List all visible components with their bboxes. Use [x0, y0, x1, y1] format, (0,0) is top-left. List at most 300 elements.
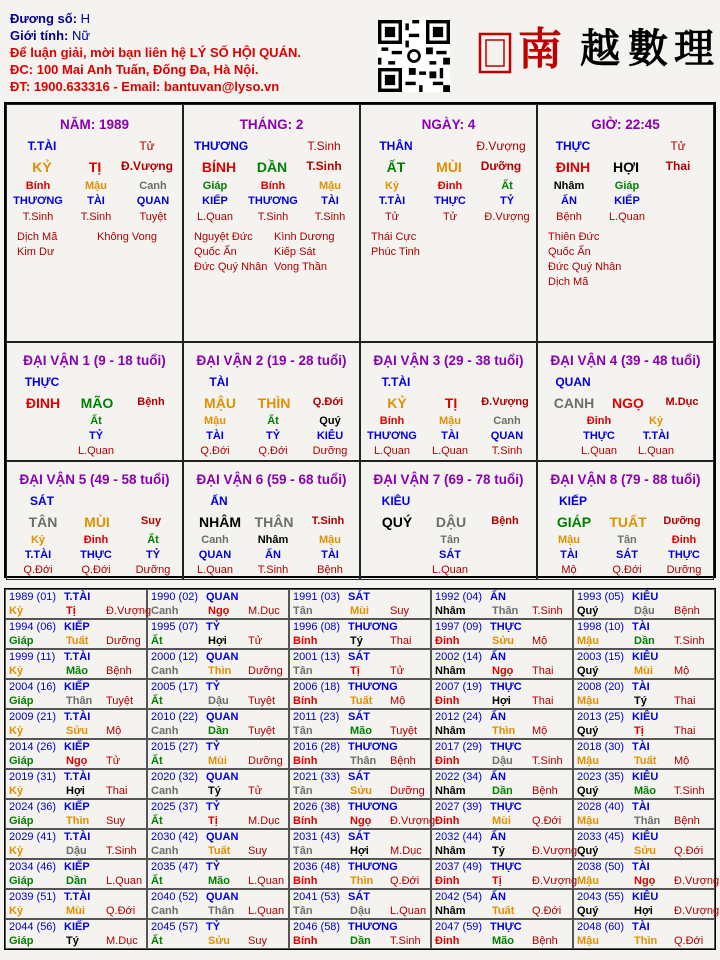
year-cell: [573, 799, 715, 829]
year-branch: Dần: [66, 875, 87, 887]
dai-van-hidden: Bệnh: [317, 564, 343, 576]
dai-van-hidden: TÀI: [206, 430, 224, 442]
year-branch: Hợi: [634, 905, 653, 917]
pillar-branch: DẦN: [256, 159, 288, 175]
year-cell: [147, 619, 289, 649]
dai-van-god: QUAN: [555, 375, 591, 389]
dai-van-hidden: Dưỡng: [666, 564, 702, 576]
year-stage: Bệnh: [532, 785, 558, 797]
year-label: 2018 (30): [577, 741, 625, 753]
year-stem: Mậu: [577, 815, 599, 827]
year-cell: [431, 919, 573, 949]
dai-van-hidden: TÀI: [441, 430, 459, 442]
year-god: THỰC: [490, 741, 522, 753]
year-label: 2044 (56): [9, 921, 57, 933]
year-branch: Dậu: [492, 755, 513, 767]
year-stage: Mộ: [674, 755, 690, 767]
year-stem: Đinh: [435, 635, 460, 647]
hidden-stem-stage: T.Sinh: [257, 211, 289, 223]
year-stage: Đ.Vượng: [390, 815, 436, 827]
year-label: 2028 (40): [577, 801, 625, 813]
dai-van-hidden: Kỷ: [30, 534, 46, 546]
year-god: QUAN: [206, 651, 239, 663]
dai-van-hidden: TỶ: [265, 430, 281, 442]
year-stage: Thai: [106, 785, 128, 797]
year-branch: Mão: [208, 875, 230, 887]
year-stem: Canh: [151, 785, 179, 797]
year-stage: Q.Đới: [674, 935, 704, 947]
hidden-stem-god: KIẾP: [614, 195, 640, 207]
year-branch: Hợi: [208, 635, 227, 647]
dai-van-hidden: T.Sinh: [257, 564, 289, 576]
year-god: ẤN: [490, 771, 506, 783]
year-branch: Hợi: [492, 695, 511, 707]
star-item: Đức Quý Nhân: [548, 261, 622, 273]
star-item: Kim Dư: [17, 246, 55, 258]
dai-van-hidden: T.Sinh: [491, 445, 523, 457]
qr-code-icon[interactable]: [378, 20, 450, 92]
dai-van-hidden: Canh: [201, 534, 229, 546]
year-stage: Suy: [248, 845, 267, 857]
year-stem: Đinh: [435, 695, 460, 707]
dai-van-2: [183, 342, 360, 461]
year-branch: Tuất: [350, 695, 373, 707]
year-label: 2035 (47): [151, 861, 199, 873]
year-branch: Thân: [66, 695, 93, 707]
year-branch: Thìn: [634, 935, 658, 947]
dai-van-hidden: Q.Đới: [81, 564, 111, 576]
dai-van-branch: MÃO: [80, 395, 114, 411]
year-cell: [573, 919, 715, 949]
year-branch: Dậu: [350, 905, 371, 917]
year-stage: M.Dục: [106, 935, 138, 947]
dai-van-hidden: Q.Đới: [200, 445, 230, 457]
year-label: 2017 (29): [435, 741, 483, 753]
year-label: 1994 (06): [9, 621, 57, 633]
year-label: 2025 (37): [151, 801, 199, 813]
hidden-stem-stage: T.Sinh: [22, 211, 54, 223]
year-branch: Tị: [350, 665, 360, 677]
year-label: 2009 (21): [9, 711, 57, 723]
year-stem: Giáp: [9, 935, 34, 947]
hidden-stem-stage: Bệnh: [556, 211, 582, 223]
dai-van-hidden: T.TÀI: [642, 430, 670, 442]
year-stage: Dưỡng: [390, 785, 425, 797]
year-branch: Thìn: [208, 665, 232, 677]
dai-van-title: ĐẠI VẬN 1 (9 - 18 tuổi): [23, 353, 166, 368]
year-label: 2011 (23): [293, 711, 340, 723]
dai-van-hidden: L.Quan: [77, 445, 115, 457]
year-stage: Tử: [248, 635, 263, 647]
contact-line-3: ĐT: 1900.633316 - Email: bantuvan@lyso.vn: [10, 79, 280, 94]
dai-van-god: ẤN: [210, 494, 228, 508]
dai-van-hidden: Q.Đới: [612, 564, 642, 576]
year-god: KIÊU: [632, 771, 659, 783]
dai-van-hidden: TÀI: [560, 549, 578, 561]
year-god: THỰC: [490, 621, 522, 633]
pillar-god-right: Tử: [670, 139, 686, 153]
year-label: 2015 (27): [151, 741, 199, 753]
pillar-branch: MÙI: [436, 159, 462, 175]
dai-van-6: [183, 461, 360, 580]
year-god: TÀI: [632, 741, 650, 753]
dai-van-hidden: T.TÀI: [24, 549, 52, 561]
year-stem: Quý: [577, 845, 599, 857]
year-label: 2002 (14): [435, 651, 483, 663]
year-branch: Ngọ: [492, 665, 514, 677]
year-branch: Ngọ: [634, 875, 656, 887]
year-god: QUAN: [206, 891, 239, 903]
year-cell: [5, 919, 147, 949]
dai-van-stage: Q.Đới: [312, 396, 344, 408]
year-label: 2005 (17): [151, 681, 199, 693]
year-label: 2037 (49): [435, 861, 483, 873]
year-cell: [431, 679, 573, 709]
year-god: KIẾP: [64, 801, 90, 813]
hidden-stem-stem: Mậu: [319, 180, 341, 192]
year-branch: Thân: [634, 815, 661, 827]
year-cell: [147, 919, 289, 949]
dai-van-stem: ĐINH: [25, 395, 61, 411]
dai-van-hidden: Canh: [493, 415, 521, 427]
star-item: Quốc Ấn: [548, 246, 591, 258]
year-cell: [147, 859, 289, 889]
year-branch: Tị: [208, 815, 218, 827]
year-stage: Suy: [390, 605, 409, 617]
year-stem: Quý: [577, 785, 599, 797]
year-stem: Giáp: [9, 815, 34, 827]
star-item: Thái Cực: [371, 231, 417, 243]
year-label: 1996 (08): [293, 621, 341, 633]
dai-van-stage: Dưỡng: [663, 515, 701, 527]
hidden-stem-god: TỶ: [499, 195, 515, 207]
dai-van-4: [537, 342, 714, 461]
hidden-stem-god: THỰC: [434, 195, 466, 207]
year-label: 2026 (38): [293, 801, 341, 813]
year-label: 2010 (22): [151, 711, 199, 723]
contact-line-2: ĐC: 100 Mai Anh Tuấn, Đống Đa, Hà Nội.: [10, 62, 259, 77]
year-stage: Q.Đới: [106, 905, 136, 917]
year-cell: [289, 799, 436, 829]
year-cell: [289, 769, 431, 799]
dai-van-hidden: ẤN: [265, 549, 281, 561]
year-cell: [431, 589, 573, 619]
dai-van-hidden: Mậu: [439, 415, 461, 427]
dai-van-hidden: Q.Đới: [23, 564, 53, 576]
dai-van-title: ĐẠI VẬN 7 (69 - 78 tuổi): [373, 472, 524, 487]
year-cell: [147, 889, 289, 919]
year-god: ẤN: [490, 891, 506, 903]
year-stage: Bệnh: [532, 935, 558, 947]
year-god: KIẾP: [64, 921, 90, 933]
pillar-3: [360, 104, 537, 342]
year-branch: Thân: [492, 605, 519, 617]
year-branch: Tuất: [66, 635, 89, 647]
dai-van-8: [537, 461, 714, 580]
year-branch: Dậu: [634, 605, 655, 617]
dai-van-title: ĐẠI VẬN 8 (79 - 88 tuổi): [550, 472, 701, 487]
year-label: 2008 (20): [577, 681, 625, 693]
year-stem: Kỷ: [9, 605, 24, 617]
year-stage: Q.Đới: [390, 875, 420, 887]
year-stage: Đ.Vượng: [532, 845, 578, 857]
year-label: 2031 (43): [293, 831, 341, 843]
dai-van-god: KIẾP: [558, 494, 587, 508]
dai-van-hidden: THƯƠNG: [367, 430, 417, 442]
year-god: TÀI: [632, 801, 650, 813]
pillar-god-right: Đ.Vượng: [476, 139, 526, 153]
year-cell: [431, 769, 573, 799]
year-label: 1990 (02): [151, 591, 199, 603]
year-label: 2036 (48): [293, 861, 341, 873]
dai-van-5: [6, 461, 183, 580]
year-branch: Thìn: [66, 815, 90, 827]
dai-van-stem: TÂN: [28, 514, 58, 530]
year-label: 2029 (41): [9, 831, 57, 843]
year-branch: Dậu: [66, 845, 87, 857]
year-cell: [147, 799, 289, 829]
year-cell: [5, 619, 147, 649]
pillar-title: NGÀY: 4: [421, 117, 476, 132]
contact-line-1: Để luận giải, mời bạn liên hệ LÝ SỐ HỘI QUÁN.: [10, 45, 301, 60]
year-branch: Dần: [350, 935, 371, 947]
year-stem: Quý: [577, 725, 599, 737]
year-god: QUAN: [206, 591, 239, 603]
year-stem: Nhâm: [435, 665, 466, 677]
pillar-branch: TỊ: [88, 159, 102, 175]
dai-van-stage: M.Dục: [665, 396, 699, 408]
dai-van-god: TÀI: [209, 375, 229, 389]
year-god: KIÊU: [632, 891, 659, 903]
star-item: Thiên Đức: [548, 231, 600, 243]
dai-van-hidden: Ất: [90, 415, 102, 427]
dai-van-hidden: Dưỡng: [135, 564, 171, 576]
year-stage: Tuyệt: [248, 695, 276, 707]
year-stem: Canh: [151, 725, 179, 737]
year-stage: Đ.Vượng: [106, 605, 152, 617]
year-label: 2045 (57): [151, 921, 199, 933]
pillar-stage: Thai: [665, 159, 691, 173]
year-stem: Mậu: [577, 755, 599, 767]
star-item: Quốc Ấn: [194, 246, 237, 258]
four-pillars-grid: [4, 102, 716, 578]
hidden-stem-stage: Tử: [442, 211, 458, 223]
year-cell: [431, 829, 578, 859]
dai-van-hidden: TỶ: [88, 430, 104, 442]
year-god: KIÊU: [632, 591, 659, 603]
year-god: THỰC: [490, 681, 522, 693]
year-cell: [5, 679, 147, 709]
year-label: 1999 (11): [9, 651, 56, 663]
year-stage: Thai: [390, 635, 412, 647]
year-branch: Tý: [66, 935, 79, 947]
year-label: 2023 (35): [577, 771, 625, 783]
year-stem: Bính: [293, 815, 318, 827]
year-branch: Ngọ: [208, 605, 230, 617]
year-stem: Tân: [293, 725, 313, 737]
year-stage: T.Sinh: [674, 785, 705, 797]
year-cell: [573, 589, 715, 619]
year-stem: Bính: [293, 695, 318, 707]
year-label: 1995 (07): [151, 621, 199, 633]
year-cell: [573, 739, 715, 769]
hidden-stem-stem: Ất: [501, 180, 513, 192]
year-stem: Tân: [293, 665, 313, 677]
year-cell: [431, 619, 573, 649]
year-god: TỶ: [206, 621, 221, 633]
year-branch: Tị: [66, 605, 76, 617]
year-stage: Mộ: [532, 725, 548, 737]
pillar-title: NĂM: 1989: [59, 117, 130, 132]
year-branch: Tý: [208, 785, 221, 797]
year-branch: Tý: [492, 845, 505, 857]
star-item: Vong Thần: [274, 261, 328, 273]
year-cell: [289, 589, 431, 619]
svg-text:南: 南: [518, 24, 562, 75]
year-stem: Mậu: [577, 635, 599, 647]
year-god: TÀI: [632, 921, 650, 933]
year-label: 2001 (13): [293, 651, 341, 663]
year-god: KIÊU: [632, 651, 659, 663]
hidden-stem-stem: Kỷ: [384, 180, 400, 192]
year-stage: Thai: [532, 695, 554, 707]
year-stem: Mậu: [577, 935, 599, 947]
dai-van-branch: DẬU: [435, 514, 467, 530]
year-stem: Ất: [151, 875, 163, 887]
year-stem: Ất: [151, 815, 163, 827]
year-stem: Nhâm: [435, 785, 466, 797]
year-god: ẤN: [490, 651, 506, 663]
dai-van-hidden: Quý: [319, 415, 341, 427]
year-cell: [5, 889, 147, 919]
year-god: KIẾP: [64, 741, 90, 753]
hidden-stem-stem: Giáp: [614, 180, 640, 192]
hidden-stem-stem: Bính: [260, 180, 286, 192]
year-branch: Tý: [350, 635, 363, 647]
dai-van-stage: Đ.Vượng: [481, 396, 529, 408]
dai-van-stem: MẬU: [204, 395, 236, 411]
year-stem: Canh: [151, 605, 179, 617]
year-cell: [573, 679, 715, 709]
year-label: 2004 (16): [9, 681, 57, 693]
year-god: THƯƠNG: [348, 801, 398, 813]
year-stage: T.Sinh: [390, 935, 421, 947]
year-stem: Kỷ: [9, 845, 24, 857]
year-cell: [147, 709, 289, 739]
dai-van-hidden: QUAN: [198, 549, 232, 561]
year-label: 2039 (51): [9, 891, 57, 903]
year-label: 1997 (09): [435, 621, 483, 633]
year-cell: [5, 799, 147, 829]
hidden-stem-stem: Bính: [25, 180, 51, 192]
dai-van-hidden: Dưỡng: [312, 445, 348, 457]
dai-van-branch: THÂN: [254, 514, 294, 530]
year-god: KIẾP: [64, 681, 90, 693]
year-label: 2032 (44): [435, 831, 483, 843]
year-branch: Dậu: [208, 695, 229, 707]
year-label: 2040 (52): [151, 891, 199, 903]
year-stem: Mậu: [577, 875, 599, 887]
year-stem: Đinh: [435, 755, 460, 767]
year-branch: Mão: [66, 665, 88, 677]
dai-van-hidden: SÁT: [616, 549, 638, 561]
svg-text:越: 越: [580, 25, 620, 72]
year-stage: Tuyệt: [106, 695, 134, 707]
year-branch: Hợi: [350, 845, 369, 857]
year-stage: Mộ: [674, 665, 690, 677]
year-god: SÁT: [348, 711, 370, 723]
dai-van-hidden: Kỷ: [648, 415, 664, 427]
year-cell: [289, 739, 431, 769]
year-label: 2007 (19): [435, 681, 483, 693]
year-stem: Bính: [293, 875, 318, 887]
pillar-4: [537, 104, 714, 342]
hidden-stem-god: ẤN: [561, 195, 577, 207]
year-god: THƯƠNG: [348, 681, 398, 693]
year-label: 2042 (54): [435, 891, 483, 903]
dai-van-hidden: L.Quan: [431, 564, 469, 576]
pillar-stem: BÍNH: [201, 159, 237, 175]
dai-van-god: THỰC: [24, 375, 60, 389]
dai-van-hidden: L.Quan: [580, 445, 618, 457]
year-stage: Đ.Vượng: [674, 875, 720, 887]
year-cell: [147, 679, 289, 709]
year-god: THƯƠNG: [348, 741, 398, 753]
year-label: 2016 (28): [293, 741, 341, 753]
year-cell: [431, 859, 578, 889]
year-god: ẤN: [490, 831, 506, 843]
year-stem: Nhâm: [435, 725, 466, 737]
year-god: TÀI: [632, 681, 650, 693]
year-stage: Đ.Vượng: [674, 905, 720, 917]
year-label: 2003 (15): [577, 651, 625, 663]
year-stem: Bính: [293, 635, 318, 647]
pillar-stem: ẤT: [386, 159, 406, 175]
year-branch: Dần: [634, 635, 655, 647]
dai-van-hidden: Q.Đới: [258, 445, 288, 457]
year-cell: [147, 769, 289, 799]
dai-van-hidden: THỰC: [668, 549, 700, 561]
star-item: Kình Dương: [274, 231, 335, 243]
year-label: 2046 (58): [293, 921, 341, 933]
year-branch: Mùi: [350, 605, 369, 617]
year-god: TỶ: [206, 801, 221, 813]
pillar-title: THÁNG: 2: [239, 117, 304, 132]
dai-van-stage: Bệnh: [137, 396, 165, 408]
year-stage: Thai: [674, 725, 696, 737]
year-stem: Ất: [151, 935, 163, 947]
year-cell: [431, 799, 573, 829]
year-label: 2048 (60): [577, 921, 625, 933]
year-god: QUAN: [206, 711, 239, 723]
year-label: 2021 (33): [293, 771, 341, 783]
dai-van-title: ĐẠI VẬN 5 (49 - 58 tuổi): [19, 472, 170, 487]
year-stage: L.Quan: [248, 905, 285, 917]
dai-van-hidden: TỶ: [145, 549, 161, 561]
pillar-god-left: T.TÀI: [27, 139, 57, 153]
year-cell: [5, 769, 147, 799]
year-branch: Sửu: [208, 935, 231, 947]
year-branch: Sửu: [66, 725, 89, 737]
year-stem: Đinh: [435, 935, 460, 947]
year-branch: Mão: [350, 725, 372, 737]
year-stage: Bệnh: [106, 665, 132, 677]
year-god: T.TÀI: [64, 771, 91, 783]
year-branch: Sửu: [350, 785, 373, 797]
year-god: KIÊU: [632, 711, 659, 723]
year-cell: [5, 649, 147, 679]
year-cell: [289, 889, 431, 919]
